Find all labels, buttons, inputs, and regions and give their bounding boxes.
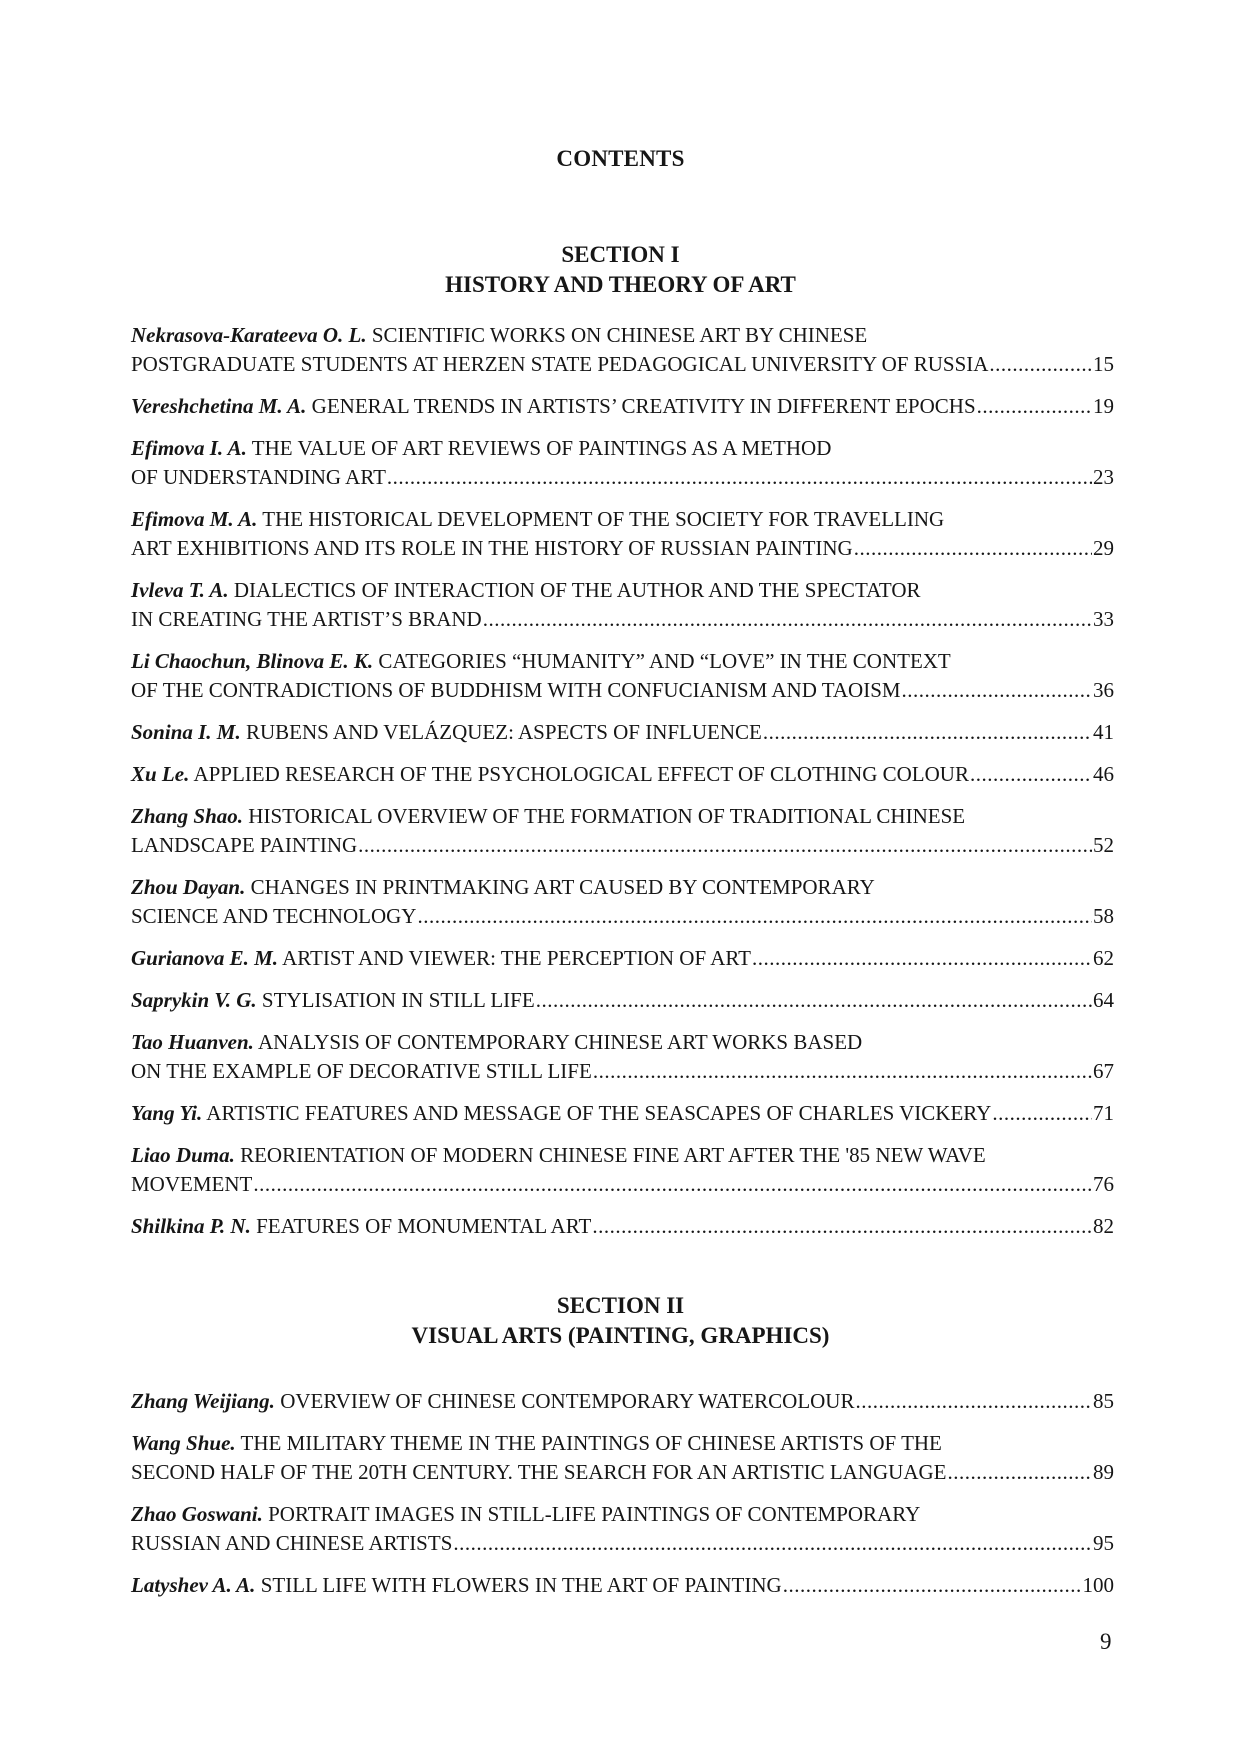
entry-author: Li Chaochun, Blinova E. K. [131,649,374,673]
dot-leader [902,676,1092,705]
entry-page: 71 [1093,1101,1114,1125]
toc-entry[interactable] [131,760,1114,789]
entry-page: 89 [1093,1460,1114,1484]
entry-title-continued: RUSSIAN AND CHINESE ARTISTS [131,1531,453,1555]
entry-author: Vereshchetina M. A. [131,394,307,418]
section-1-heading [0,240,1241,300]
toc-entry[interactable] [131,321,1114,379]
entry-title: CATEGORIES “HUMANITY” AND “LOVE” IN THE CONTEXT [378,649,951,673]
section-1-label: SECTION I [561,242,680,267]
section-2-heading [0,1291,1241,1351]
entry-author: Yang Yi. [131,1101,203,1125]
entry-title-continued: POSTGRADUATE STUDENTS AT HERZEN STATE PEDAGOGICAL UNIVERSITY OF RUSSIA [131,352,989,376]
entry-page: 33 [1093,607,1114,631]
entry-page: 41 [1093,720,1114,744]
entry-author: Sonina I. M. [131,720,241,744]
entry-author: Ivleva T. A. [131,578,229,602]
entry-title: STILL LIFE WITH FLOWERS IN THE ART OF PAINTING [260,1573,782,1597]
dot-leader [417,902,1092,931]
entry-page: 23 [1093,465,1114,489]
entry-title: ANALYSIS OF CONTEMPORARY CHINESE ART WORKS BASED [258,1030,863,1054]
entry-author: Zhou Dayan. [131,875,246,899]
entry-page: 100 [1082,1573,1114,1597]
entry-page: 46 [1093,762,1114,786]
entry-author: Latyshev A. A. [131,1573,256,1597]
entry-author: Zhang Shao. [131,804,244,828]
entry-page: 95 [1093,1531,1114,1555]
dot-leader [453,1529,1092,1558]
section-2-name: VISUAL ARTS (PAINTING, GRAPHICS) [411,1323,830,1348]
entry-author: Saprykin V. G. [131,988,257,1012]
entry-title-continued: ON THE EXAMPLE OF DECORATIVE STILL LIFE [131,1059,592,1083]
entry-title: APPLIED RESEARCH OF THE PSYCHOLOGICAL EFFECT OF CLOTHING COLOUR [193,762,969,786]
dot-leader [358,831,1092,860]
entry-page: 36 [1093,678,1114,702]
entry-page: 52 [1093,833,1114,857]
dot-leader [593,1057,1092,1086]
entry-title: ARTISTIC FEATURES AND MESSAGE OF THE SEASCAPES OF CHARLES VICKERY [206,1101,992,1125]
entry-author: Nekrasova-Karateeva O. L. [131,323,367,347]
toc-entry[interactable] [131,802,1114,860]
entry-page: 58 [1093,904,1114,928]
entry-title: STYLISATION IN STILL LIFE [261,988,535,1012]
entry-page: 19 [1093,394,1114,418]
entry-title-continued: MOVEMENT [131,1172,253,1196]
dot-leader [763,718,1092,747]
toc-entry[interactable] [131,434,1114,492]
dot-leader [989,350,1092,379]
section-2-entries [131,1387,1114,1613]
entry-author: Tao Huanven. [131,1030,254,1054]
entry-title: PORTRAIT IMAGES IN STILL-LIFE PAINTINGS OF CONTEMPORARY [268,1502,921,1526]
entry-author: Efimova I. A. [131,436,247,460]
entry-author: Liao Duma. [131,1143,235,1167]
entry-page: 64 [1093,988,1114,1012]
toc-entry[interactable] [131,392,1114,421]
toc-entry[interactable] [131,873,1114,931]
toc-entry[interactable] [131,1099,1114,1128]
entry-page: 29 [1093,536,1114,560]
dot-leader [536,986,1092,1015]
dot-leader [592,1212,1092,1241]
dot-leader [977,392,1092,421]
dot-leader [970,760,1092,789]
section-2-label: SECTION II [556,1293,685,1318]
entry-title: REORIENTATION OF MODERN CHINESE FINE ART AFTER THE '85 NEW WAVE [240,1143,986,1167]
section-1-entries [131,321,1114,1254]
entry-page: 62 [1093,946,1114,970]
toc-entry[interactable] [131,718,1114,747]
entry-title: GENERAL TRENDS IN ARTISTS’ CREATIVITY IN DIFFERENT EPOCHS [311,394,976,418]
toc-entry[interactable] [131,986,1114,1015]
entry-title-continued: SCIENCE AND TECHNOLOGY [131,904,417,928]
toc-entry[interactable] [131,1387,1114,1416]
entry-author: Shilkina P. N. [131,1214,251,1238]
entry-title: DIALECTICS OF INTERACTION OF THE AUTHOR AND THE SPECTATOR [233,578,921,602]
entry-title: CHANGES IN PRINTMAKING ART CAUSED BY CONTEMPORARY [250,875,875,899]
entry-author: Efimova M. A. [131,507,258,531]
dot-leader [483,605,1092,634]
dot-leader [752,944,1092,973]
entry-page: 82 [1093,1214,1114,1238]
toc-entry[interactable] [131,1429,1114,1487]
entry-title-continued: OF THE CONTRADICTIONS OF BUDDHISM WITH CONFUCIANISM AND TAOISM [131,678,901,702]
toc-entry[interactable] [131,576,1114,634]
dot-leader [253,1170,1092,1199]
entry-title: THE HISTORICAL DEVELOPMENT OF THE SOCIETY FOR TRAVELLING [262,507,945,531]
entry-author: Xu Le. [131,762,190,786]
dot-leader [854,534,1092,563]
toc-entry[interactable] [131,1571,1114,1600]
toc-entry[interactable] [131,647,1114,705]
entry-title: FEATURES OF MONUMENTAL ART [256,1214,592,1238]
entry-title: THE VALUE OF ART REVIEWS OF PAINTINGS AS A METHOD [251,436,832,460]
entry-title: THE MILITARY THEME IN THE PAINTINGS OF CHINESE ARTISTS OF THE [240,1431,942,1455]
toc-entry[interactable] [131,505,1114,563]
entry-author: Zhang Weijiang. [131,1389,275,1413]
entry-title: RUBENS AND VELÁZQUEZ: ASPECTS OF INFLUENCE [245,720,762,744]
entry-author: Wang Shue. [131,1431,236,1455]
dot-leader [992,1099,1092,1128]
dot-leader [947,1458,1092,1487]
entry-title: SCIENTIFIC WORKS ON CHINESE ART BY CHINESE [371,323,868,347]
entry-author: Zhao Goswani. [131,1502,263,1526]
dot-leader [783,1571,1082,1600]
entry-title-continued: IN CREATING THE ARTIST’S BRAND [131,607,482,631]
entry-title: HISTORICAL OVERVIEW OF THE FORMATION OF TRADITIONAL CHINESE [248,804,966,828]
entry-page: 85 [1093,1389,1114,1413]
entry-title-continued: ART EXHIBITIONS AND ITS ROLE IN THE HISTORY OF RUSSIAN PAINTING [131,536,853,560]
entry-page: 15 [1093,352,1114,376]
entry-title-continued: SECOND HALF OF THE 20TH CENTURY. THE SEARCH FOR AN ARTISTIC LANGUAGE [131,1460,947,1484]
entry-title-continued: OF UNDERSTANDING ART [131,465,386,489]
entry-author: Gurianova E. M. [131,946,279,970]
toc-entry[interactable] [131,1028,1114,1086]
page-number: 9 [1100,1629,1112,1654]
section-1-name: HISTORY AND THEORY OF ART [445,272,796,297]
dot-leader [855,1387,1092,1416]
toc-entry[interactable] [131,1141,1114,1199]
entry-page: 76 [1093,1172,1114,1196]
dot-leader [387,463,1092,492]
entry-page: 67 [1093,1059,1114,1083]
toc-entry[interactable] [131,944,1114,973]
entry-title-continued: LANDSCAPE PAINTING [131,833,358,857]
entry-title: OVERVIEW OF CHINESE CONTEMPORARY WATERCOLOUR [280,1389,855,1413]
toc-entry[interactable] [131,1212,1114,1241]
page-title: CONTENTS [556,146,685,171]
entry-title: ARTIST AND VIEWER: THE PERCEPTION OF ART [282,946,751,970]
toc-entry[interactable] [131,1500,1114,1558]
